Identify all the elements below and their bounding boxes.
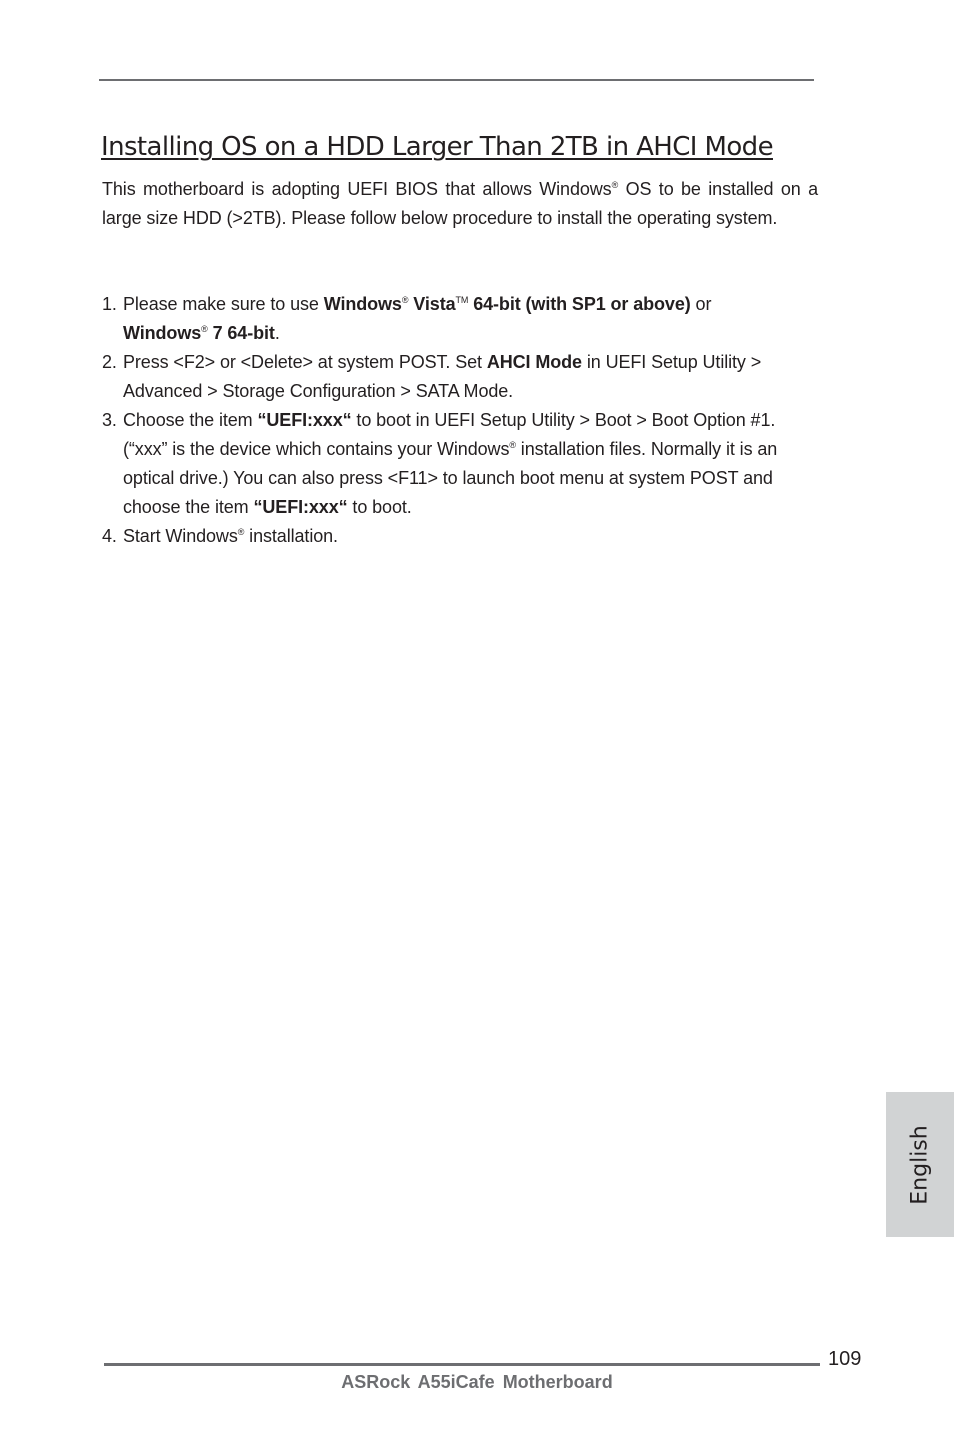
step-text: or: [690, 294, 712, 314]
step-bold-text: AHCI Mode: [486, 352, 582, 372]
intro-paragraph: [102, 175, 818, 233]
top-rule: [99, 79, 814, 81]
step-bold-text: 64-bit (with SP1 or above): [468, 294, 691, 314]
step-2: [102, 348, 822, 406]
step-text: Press <F2> or <Delete> at system POST. Set: [123, 352, 487, 372]
step-number: 1.: [102, 294, 117, 314]
registered-mark: ®: [237, 527, 245, 537]
step-text: Please make sure to use: [123, 294, 324, 314]
step-text: to boot.: [347, 497, 412, 517]
step-3: [102, 406, 822, 522]
registered-mark: ®: [509, 440, 516, 450]
step-text: in UEFI Setup Utility > Advanced > Storage Configuration > SATA Mode.: [123, 352, 762, 401]
step-bold-text: “UEFI:xxx“: [257, 410, 352, 430]
step-text: .: [274, 323, 280, 343]
step-bold-text: 7 64-bit: [207, 323, 275, 343]
step-number: 2.: [102, 352, 117, 372]
footer-product-name: ASRock A55iCafe Motherboard: [341, 1372, 613, 1392]
intro-text-2: OS to be installed on a large size HDD (>2TB). Please follow below procedure to install the operating system.: [102, 179, 818, 228]
trademark-mark: TM: [455, 295, 469, 305]
intro-text-1: This motherboard is adopting UEFI BIOS that allows Windows: [102, 179, 612, 199]
page-title: Installing OS on a HDD Larger Than 2TB in AHCI Mode: [101, 132, 773, 162]
step-bold-text: Vista: [408, 294, 456, 314]
step-text: Start Windows: [123, 526, 238, 546]
language-side-tab: [886, 1092, 954, 1237]
language-label: English: [907, 1124, 933, 1205]
step-number: 4.: [102, 526, 117, 546]
step-1: [102, 290, 822, 348]
step-4: [102, 522, 822, 551]
registered-mark: ®: [201, 324, 208, 334]
page-number: 109: [828, 1348, 862, 1370]
registered-mark: ®: [401, 295, 409, 305]
step-text: to boot in UEFI Setup Utility > Boot > Boot Option #1. (“xxx” is the device which contains your Windows: [123, 410, 776, 459]
step-bold-text: Windows: [323, 294, 402, 314]
step-number: 3.: [102, 410, 117, 430]
step-text: installation files. Normally it is an optical drive.) You can also press <F11> to launch boot menu at system POST and choose the item: [123, 439, 778, 517]
step-text: Choose the item: [123, 410, 258, 430]
step-bold-text: “UEFI:xxx“: [253, 497, 348, 517]
registered-mark: ®: [611, 180, 619, 190]
procedure-steps: [102, 290, 822, 551]
step-bold-text: Windows: [123, 323, 202, 343]
bottom-rule: [104, 1363, 820, 1366]
step-text: installation.: [244, 526, 338, 546]
